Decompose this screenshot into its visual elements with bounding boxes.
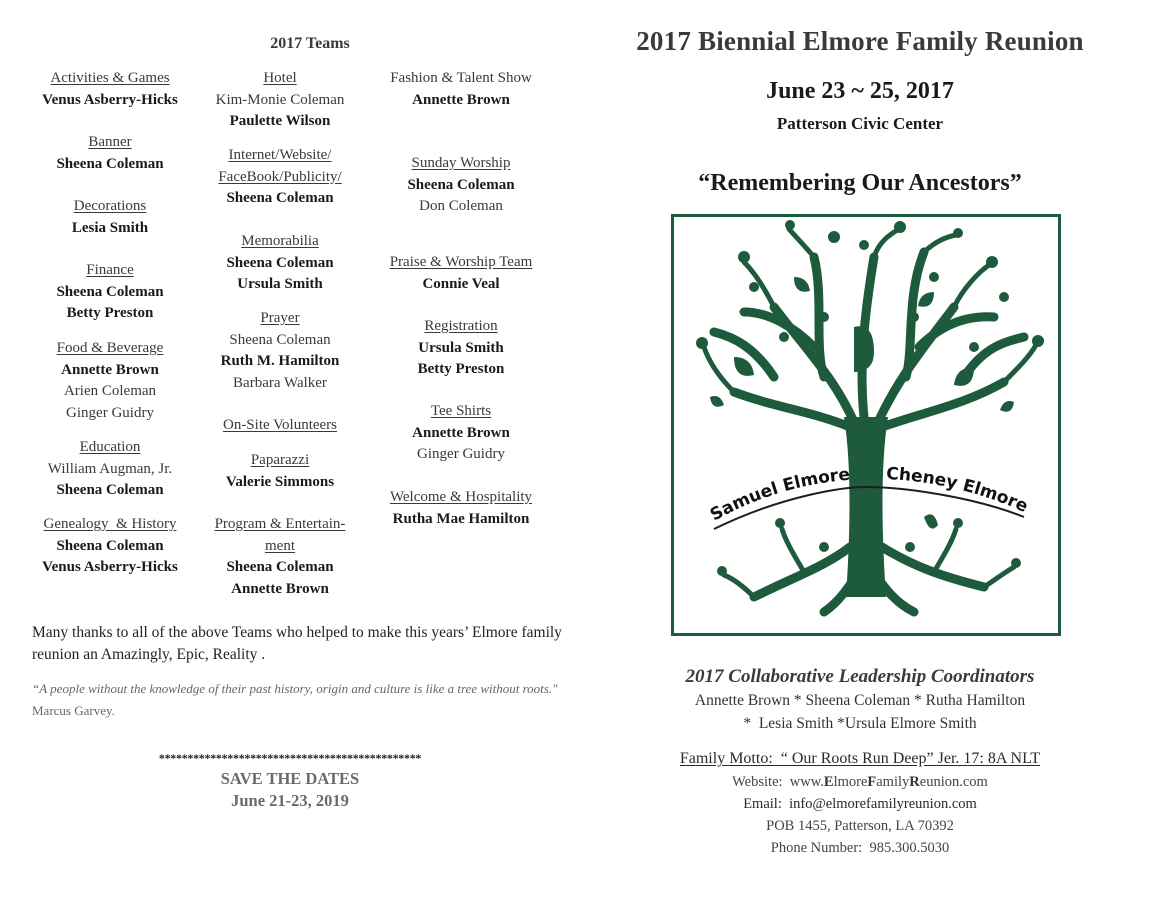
teams-panel — [20, 0, 580, 900]
team-fashion-talent-show — [372, 68, 550, 111]
website-part: E — [823, 774, 834, 790]
family-tree-illustration — [674, 217, 1058, 633]
team-member: Sheena Coleman — [226, 190, 334, 206]
team-member: Annette Brown — [412, 424, 510, 441]
team-banner — [20, 132, 200, 175]
team-heading: Genealogy & History — [43, 516, 177, 532]
team-member: Don Coleman — [419, 198, 503, 214]
team-prayer — [195, 308, 365, 394]
team-member: Betty Preston — [66, 305, 154, 321]
team-heading: Paparazzi — [250, 452, 310, 468]
team-member: Arien Coleman — [63, 383, 157, 399]
garvey-quote — [32, 678, 572, 722]
website-part: F — [867, 774, 877, 790]
quote-text: “A people without the knowledge of their past history, origin and culture is like a tree without roots." — [32, 681, 558, 696]
team-heading: Food & Beverage — [56, 340, 164, 356]
team-member: Sheena Coleman — [229, 331, 331, 348]
team-member: Ursula Smith — [418, 339, 504, 356]
team-heading: Decorations — [73, 198, 147, 214]
email-line: Email: info@elmorefamilyreunion.com — [743, 796, 977, 812]
team-member: Annette Brown — [412, 91, 510, 108]
asterisk-divider: ********************************************** — [158, 751, 422, 765]
team-heading: On-Site Volunteers — [222, 417, 338, 433]
team-heading: Education — [79, 439, 141, 455]
ancestor-name-right: Cheney Elmore — [885, 463, 1031, 517]
reunion-theme: “Remembering Our Ancestors” — [698, 170, 1022, 196]
team-heading: Program & Entertain- — [214, 516, 346, 532]
team-member: Sheena Coleman — [226, 254, 334, 271]
coordinators-line-1: Annette Brown * Sheena Coleman * Rutha Hamilton — [694, 692, 1026, 709]
quote-author: Marcus Garvey. — [32, 703, 115, 718]
team-member: William Augman, Jr. — [47, 460, 173, 477]
team-hotel — [195, 68, 365, 133]
save-the-dates-date: June 21-23, 2019 — [231, 791, 349, 810]
team-heading: Banner — [88, 134, 132, 150]
reunion-venue: Patterson Civic Center — [776, 114, 944, 133]
family-tree-logo — [671, 214, 1061, 636]
thanks-paragraph: Many thanks to all of the above Teams who helped to make this years’ Elmore family reunion an Amazingly, Epic, Reality . — [32, 624, 562, 663]
team-member: Ginger Guidry — [417, 446, 505, 462]
team-heading: Fashion & Talent Show — [390, 70, 532, 86]
teams-title: 2017 Teams — [270, 35, 350, 52]
reunion-title: 2017 Biennial Elmore Family Reunion — [636, 26, 1084, 56]
team-heading: Praise & Worship Team — [389, 254, 533, 270]
team-member: Venus Asberry-Hicks — [42, 559, 178, 575]
team-registration — [372, 316, 550, 381]
cover-panel — [600, 0, 1120, 900]
team-member: Ursula Smith — [237, 276, 323, 292]
team-tee-shirts — [372, 401, 550, 466]
team-member: Sheena Coleman — [56, 537, 164, 554]
team-welcome-hospitality — [372, 487, 550, 530]
team-member: Lesia Smith — [71, 219, 149, 236]
website-part: R — [909, 774, 920, 790]
team-heading: Memorabilia — [241, 233, 319, 249]
team-member: Annette Brown — [61, 361, 159, 378]
phone-line: Phone Number: 985.300.5030 — [770, 840, 950, 856]
team-internet-website — [195, 145, 365, 210]
team-member: Sheena Coleman — [56, 482, 164, 498]
team-member: Rutha Mae Hamilton — [392, 510, 530, 527]
team-heading: Internet/Website/ — [228, 147, 332, 163]
team-heading: Prayer — [260, 310, 300, 326]
address-line: POB 1455, Patterson, LA 70392 — [766, 818, 954, 834]
coordinators-line-2: * Lesia Smith *Ursula Elmore Smith — [743, 715, 977, 732]
team-heading: Welcome & Hospitality — [389, 489, 533, 505]
team-food-beverage — [20, 338, 200, 424]
reunion-date: June 23 ~ 25, 2017 — [766, 78, 954, 104]
save-the-dates-title: SAVE THE DATES — [220, 769, 360, 788]
website-line — [600, 774, 1120, 791]
team-member: Paulette Wilson — [229, 113, 331, 129]
team-paparazzi — [195, 450, 365, 493]
team-heading: Finance — [86, 262, 134, 278]
team-member: Sheena Coleman — [226, 559, 334, 575]
save-the-dates — [80, 748, 500, 812]
team-member: Ruth M. Hamilton — [220, 353, 340, 369]
team-decorations — [20, 196, 200, 239]
team-sunday-worship — [372, 153, 550, 218]
team-program-entertainment — [195, 514, 365, 600]
team-member: Sheena Coleman — [56, 283, 164, 300]
team-praise-worship — [372, 252, 550, 295]
team-member: Ginger Guidry — [66, 404, 154, 421]
team-member: Sheena Coleman — [407, 176, 515, 193]
website-label: Website: www. — [732, 774, 824, 790]
team-heading: Sunday Worship — [411, 155, 511, 171]
team-heading: Tee Shirts — [430, 403, 492, 419]
team-heading-line-2: FaceBook/Publicity/ — [218, 168, 342, 185]
tree-trunk — [844, 417, 888, 597]
team-member: Annette Brown — [231, 580, 329, 597]
coordinators-title: 2017 Collaborative Leadership Coordinators — [685, 666, 1035, 687]
team-on-site-volunteers — [195, 415, 365, 437]
team-member: Sheena Coleman — [56, 155, 164, 172]
team-member: Venus Asberry-Hicks — [42, 91, 178, 108]
team-member: Connie Veal — [422, 275, 500, 292]
team-heading: Activities & Games — [50, 70, 170, 86]
team-heading: Hotel — [263, 70, 297, 86]
website-part: amily — [876, 774, 910, 790]
team-member: Barbara Walker — [233, 374, 327, 391]
team-genealogy-history — [20, 514, 200, 579]
family-motto: Family Motto: “ Our Roots Run Deep” Jer. 17: 8A NLT — [679, 750, 1041, 767]
team-memorabilia — [195, 231, 365, 296]
team-heading-line-2: ment — [265, 537, 295, 554]
team-member: Kim-Monie Coleman — [215, 91, 345, 108]
team-finance — [20, 260, 200, 325]
team-heading: Registration — [424, 318, 498, 334]
ancestor-name-left: Samuel Elmore — [706, 464, 851, 526]
website-part: lmore — [833, 774, 868, 790]
website-part: eunion.com — [919, 774, 988, 790]
team-member: Valerie Simmons — [225, 473, 335, 490]
team-education — [20, 437, 200, 502]
team-member: Betty Preston — [417, 361, 505, 377]
team-activities-games — [20, 68, 200, 111]
